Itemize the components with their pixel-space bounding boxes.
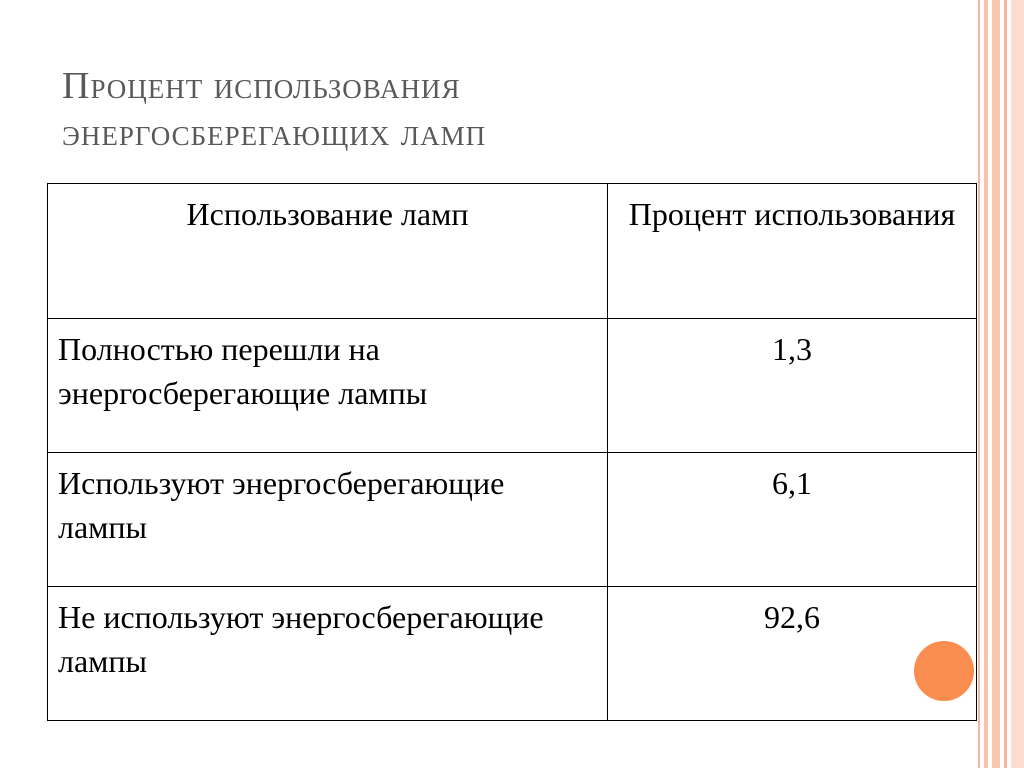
row-value: 92,6 [608, 587, 977, 721]
column-header-percent: Процент использования [608, 184, 977, 319]
decorative-stripe [1011, 0, 1024, 768]
decorative-stripe [1004, 0, 1007, 768]
decorative-dot [914, 641, 974, 701]
title-line-1: Процент использования [62, 65, 461, 107]
decorative-stripe [978, 0, 980, 768]
column-header-usage: Использование ламп [48, 184, 608, 319]
decorative-stripe [992, 0, 1000, 768]
row-label: Полностью перешли на энергосберегающие лампы [48, 319, 608, 453]
table-row [48, 453, 977, 587]
lamp-usage-table [47, 183, 977, 721]
table-row [48, 319, 977, 453]
title-line-2: энергосберегающих ламп [62, 111, 487, 154]
table-row [48, 587, 977, 721]
row-label: Не используют энергосберегающие лампы [48, 587, 608, 721]
slide-title [62, 64, 942, 156]
row-value: 1,3 [608, 319, 977, 453]
row-value: 6,1 [608, 453, 977, 587]
row-label: Используют энергосберегающие лампы [48, 453, 608, 587]
table-header-row [48, 184, 977, 319]
decorative-stripe [984, 0, 988, 768]
